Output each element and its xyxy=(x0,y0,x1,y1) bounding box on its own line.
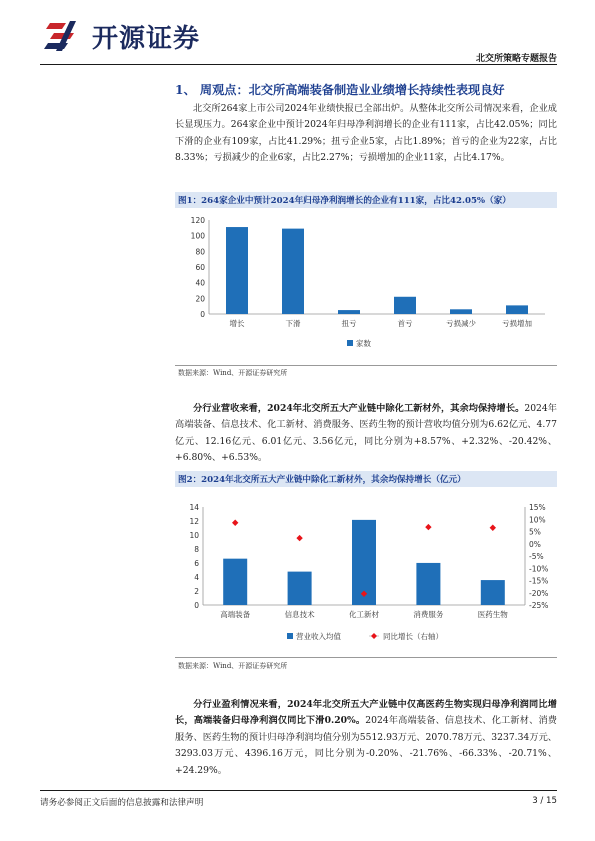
figure1-title: 图1：264家企业中预计2024年归母净利润增长的企业有111家，占比42.05%（家） xyxy=(178,196,511,206)
chart2-x-tick-label: 信息技术 xyxy=(284,610,315,619)
figure2-source: 数据来源：Wind、开源证券研究所 xyxy=(178,662,288,670)
chart2-y-tick-label: 12 xyxy=(189,517,199,526)
chart2-y-tick-label: 14 xyxy=(189,503,199,512)
chart2-y-tick-label: 0 xyxy=(194,601,199,610)
chart2-bar xyxy=(223,559,247,605)
figure1-chart xyxy=(175,212,557,362)
figure1-source: 数据来源：Wind、开源证券研究所 xyxy=(178,369,288,377)
chart1-legend-label: 家数 xyxy=(356,339,371,348)
chart2-y-tick-label: 2 xyxy=(194,587,199,596)
chart2-growth-marker xyxy=(296,535,302,541)
paragraph-overview-text: 北交所264家上市公司2024年业绩快报已全部出炉。从整体北交所公司情况来看，企业成长显现压力。264家企业中预计2024年归母净利润增长的企业有111家，占比42.05%；同比下滑的企业有109家，占比41.29%；扭亏企业5家，占比1.89%；首亏的企业为22家，占比8.33%；亏损减少的企业6家，占比2.27%；亏损增加的企业11家，占比4.17%。 xyxy=(175,103,557,164)
chart1-bar xyxy=(338,310,360,314)
chart2-y2-tick-label: -5% xyxy=(529,552,544,561)
logo-text: 开源证券 xyxy=(92,23,201,54)
company-logo xyxy=(44,17,200,55)
chart1-y-tick-label: 60 xyxy=(195,263,205,272)
figure1-source-rule xyxy=(175,365,557,366)
chart2-y-tick-label: 4 xyxy=(194,573,199,582)
chart2-x-tick-label: 高端装备 xyxy=(220,610,251,619)
chart1-y-tick-label: 40 xyxy=(195,278,205,288)
chart1-bar xyxy=(226,227,248,314)
chart1-x-tick-label: 增长 xyxy=(229,319,245,328)
chart1-y-tick-label: 80 xyxy=(195,247,205,257)
chart2-bar xyxy=(416,563,440,605)
chart2-y2-tick-label: -20% xyxy=(529,588,549,598)
chart2-y2-tick-label: -15% xyxy=(529,576,549,586)
chart1-x-tick-label: 扭亏 xyxy=(341,319,357,328)
figure2-chart xyxy=(175,499,557,649)
chart1-x-tick-label: 下滑 xyxy=(285,319,301,328)
chart2-y2-tick-label: 10% xyxy=(529,515,546,525)
chart2-x-tick-label: 化工新材 xyxy=(349,610,379,619)
chart1-legend-swatch xyxy=(347,340,353,346)
chart1-x-tick-label: 亏损增加 xyxy=(502,319,532,328)
header-divider xyxy=(40,64,557,65)
chart1-x-tick-label: 首亏 xyxy=(397,319,413,328)
chart1-y-tick-label: 20 xyxy=(195,294,205,304)
paragraph-overview xyxy=(175,101,557,167)
chart1-y-tick-label: 100 xyxy=(190,231,205,241)
chart1-bar xyxy=(506,305,528,314)
chart1-x-tick-label: 亏损减少 xyxy=(446,319,476,328)
chart1-y-tick-label: 120 xyxy=(190,216,205,225)
footer-disclaimer: 请务必参阅正文后面的信息披露和法律声明 xyxy=(40,798,204,808)
chart2-y2-tick-label: -25% xyxy=(529,601,549,610)
chart2-legend-bar-swatch xyxy=(287,633,293,639)
page-number: 3 / 15 xyxy=(532,796,557,806)
chart2-x-tick-label: 消费服务 xyxy=(413,610,444,619)
chart1-bar xyxy=(394,297,416,314)
chart2-growth-marker xyxy=(425,524,431,530)
chart2-y-tick-label: 8 xyxy=(194,545,199,554)
paragraph-revenue-lead: 分行业营收来看，2024年北交所五大产业链中除化工新材外，其余均保持增长。 xyxy=(193,403,525,414)
chart1-bar xyxy=(282,229,304,314)
paragraph-profit-text: 2024年高端装备、信息技术、化工新材、消费服务、医药生物的预计归母净利润均值分别为5512.93万元、2070.78万元、3237.34万元、3293.03万元、4396.16万元，同比分别为-0.20%、-21.76%、-66.33%、-20.71%、+24.29%。 xyxy=(175,715,557,776)
chart2-bar xyxy=(481,580,505,605)
chart2-y2-tick-label: 5% xyxy=(529,527,541,537)
logo-mark-icon xyxy=(44,19,84,53)
chart2-growth-marker xyxy=(232,520,238,526)
chart2-y-tick-label: 10 xyxy=(189,531,199,540)
chart2-y-tick-label: 6 xyxy=(194,559,199,568)
figure1-chart-svg xyxy=(175,212,557,362)
figure2-chart-svg xyxy=(175,499,557,649)
chart2-growth-marker xyxy=(490,525,496,531)
chart2-y2-tick-label: 0% xyxy=(529,539,541,549)
paragraph-profit xyxy=(175,697,557,779)
chart2-legend-bar-label: 营业收入均值 xyxy=(296,632,341,641)
chart2-y2-tick-label: -10% xyxy=(529,564,549,574)
paragraph-revenue xyxy=(175,401,557,467)
chart2-x-tick-label: 医药生物 xyxy=(477,610,508,619)
chart1-y-tick-label: 0 xyxy=(200,310,205,319)
report-series-label: 北交所策略专题报告 xyxy=(475,54,557,64)
figure2-source-rule xyxy=(175,657,557,658)
chart1-bar xyxy=(450,309,472,314)
paragraph-profit-lead: 分行业盈利情况来看，2024年北交所五大产业链中仅高医药生物实现归母净利润同比增长，高端装备归母净利润仅同比下滑0.20%。 xyxy=(175,699,557,727)
chart2-legend-marker-label: 同比增长（右轴） xyxy=(383,632,443,641)
chart2-y2-tick-label: 15% xyxy=(529,503,546,512)
chart2-bar xyxy=(288,572,312,605)
chart2-legend-marker xyxy=(371,633,377,639)
figure2-title: 图2：2024年北交所五大产业链中除化工新材外，其余均保持增长（亿元） xyxy=(178,475,466,485)
section-title: 1、 周观点：北交所高端装备制造业业绩增长持续性表现良好 xyxy=(175,83,505,97)
paragraph-revenue-text: 2024年高端装备、信息技术、化工新材、消费服务、医药生物的预计营收均值分别为6.62亿元、4.77亿元、12.16亿元、6.01亿元、3.56亿元，同比分别为+8.57%、+2.32%、-20.42%、+6.80%、+6.53%。 xyxy=(175,403,557,464)
footer-divider xyxy=(40,790,557,791)
